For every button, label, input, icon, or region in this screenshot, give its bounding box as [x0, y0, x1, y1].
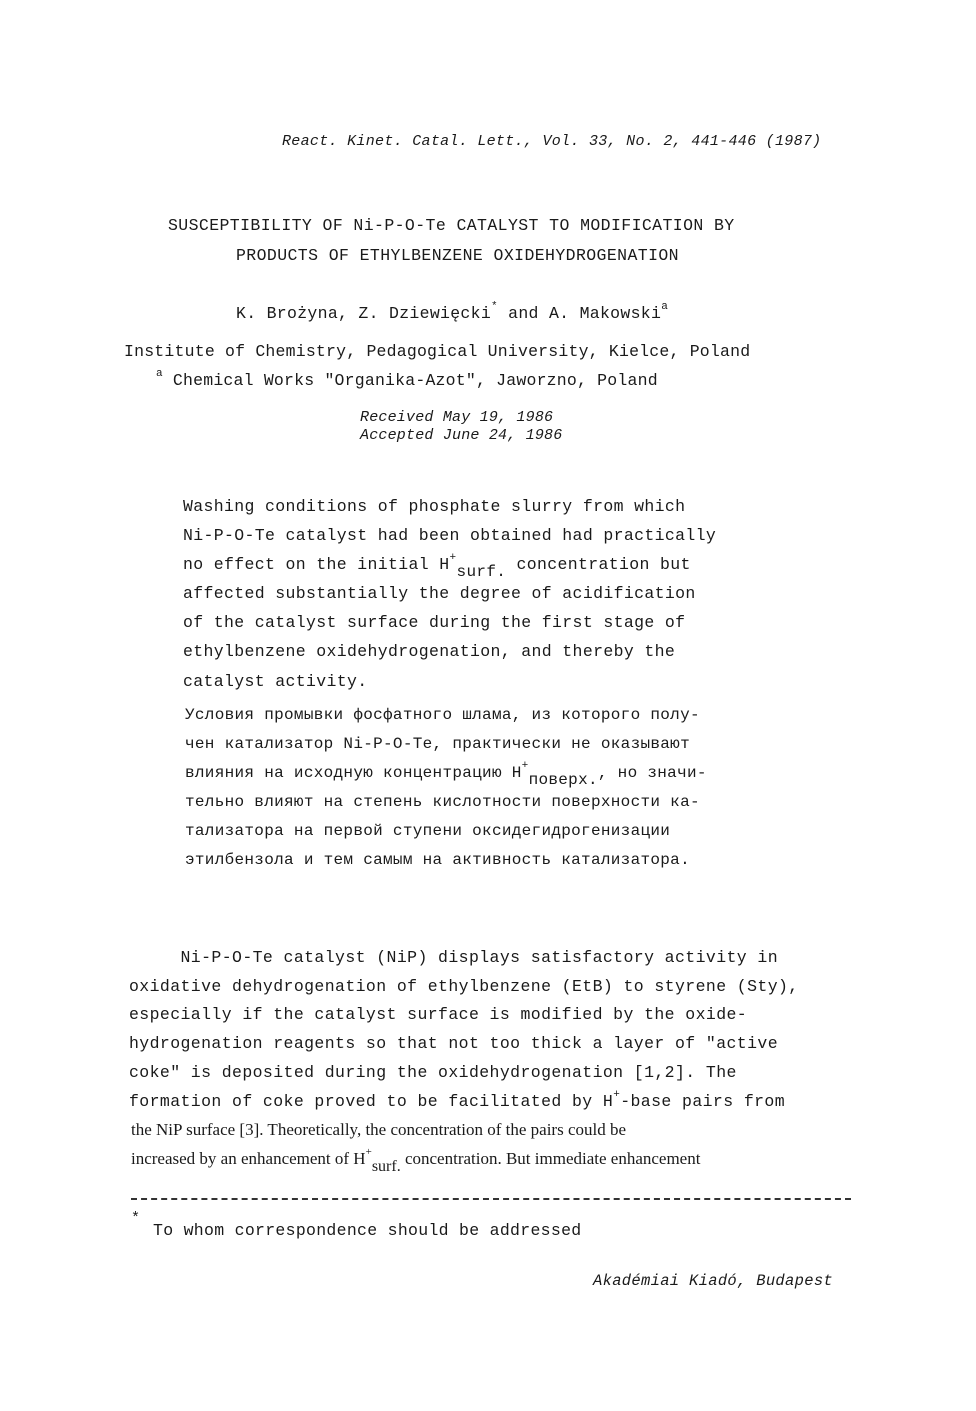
accepted-date: Accepted June 24, 1986 [360, 427, 563, 444]
authors-part-1: K. Brożyna, Z. Dziewięcki [236, 304, 492, 323]
body-line: Ni-P-O-Te catalyst (NiP) displays satisfactory activity in [129, 948, 779, 967]
abstract-ru-line: этилбензола и тем самым на активность катализатора. [185, 851, 690, 869]
received-date: Received May 19, 1986 [360, 409, 554, 426]
body-line: increased by an enhancement of $H^+_{surf.}$ concentration. But immediate enhancement [131, 1146, 701, 1175]
body-line: especially if the catalyst surface is modified by the oxide- [129, 1005, 748, 1024]
abstract-ru-line: тализатора на первой ступени оксидегидрогенизации [185, 822, 671, 840]
abstract-en-line: ethylbenzene oxidehydrogenation, and thereby the [183, 642, 676, 661]
body-line: coke" is deposited during the oxidehydrogenation [1,2]. The [129, 1063, 737, 1082]
body-line: hydrogenation reagents so that not too thick a layer of "active [129, 1034, 779, 1053]
paper-title-line-1: SUSCEPTIBILITY OF Ni-P-O-Te CATALYST TO MODIFICATION BY [168, 216, 735, 235]
author-list [236, 301, 669, 323]
authors-part-2: and A. Makowski [497, 304, 662, 323]
body-line: oxidative dehydrogenation of ethylbenzene (EtB) to styrene (Sty), [129, 977, 799, 996]
affiliation-marker: a [661, 301, 669, 313]
abstract-en-line: Washing conditions of phosphate slurry from which [183, 497, 686, 516]
affiliation-line-2: $^a$ Chemical Works "Organika-Azot", Jaworzno, Poland [156, 368, 658, 390]
surf-sub: surf. [456, 563, 507, 581]
affiliation-marker-a: a [156, 368, 163, 380]
footnote-separator [131, 1198, 851, 1200]
abstract-ru-line: Условия промывки фосфатного шлама, из которого полу- [185, 706, 700, 724]
h-plus-sup: + [613, 1089, 621, 1101]
abstract-en-line: of the catalyst surface during the first stage of [183, 613, 686, 632]
footnote-text: To whom correspondence should be addressed [153, 1221, 582, 1240]
h-plus-sup: + [365, 1146, 372, 1158]
journal-citation: React. Kinet. Catal. Lett., Vol. 33, No. 2, 441-446 (1987) [282, 133, 822, 150]
abstract-ru-line: чен катализатор Ni-P-O-Te, практически не оказывают [185, 735, 690, 753]
abstract-en-line: catalyst activity. [183, 672, 368, 691]
publisher-name: Akadémiai Kiadó, Budapest [593, 1272, 834, 1290]
affiliation-line-1: Institute of Chemistry, Pedagogical University, Kielce, Poland [124, 342, 751, 361]
corresponding-star: * [491, 301, 498, 313]
abstract-ru-line: тельно влияют на степень кислотности поверхности ка- [185, 793, 700, 811]
abstract-en-line: no effect on the initial $H^+_{surf.}$ concentration but [183, 552, 691, 581]
surf-sub: surf. [371, 1158, 401, 1175]
body-line: formation of coke proved to be facilitated by H+-base pairs from [129, 1089, 786, 1111]
poverkh-sub: поверх. [528, 771, 598, 789]
body-line: the NiP surface [3]. Theoretically, the concentration of the pairs could be [131, 1120, 627, 1139]
footnote-star: * [131, 1210, 141, 1227]
h-plus-sup: + [521, 760, 529, 772]
abstract-en-line: affected substantially the degree of acidification [183, 584, 696, 603]
abstract-en-line: Ni-P-O-Te catalyst had been obtained had practically [183, 526, 717, 545]
paper-title-line-2: PRODUCTS OF ETHYLBENZENE OXIDEHYDROGENATION [236, 246, 679, 265]
h-plus-sup: + [449, 552, 457, 564]
abstract-ru-line: влияния на исходную концентрацию $H^+_{поверх.}$, но значи- [185, 760, 707, 789]
